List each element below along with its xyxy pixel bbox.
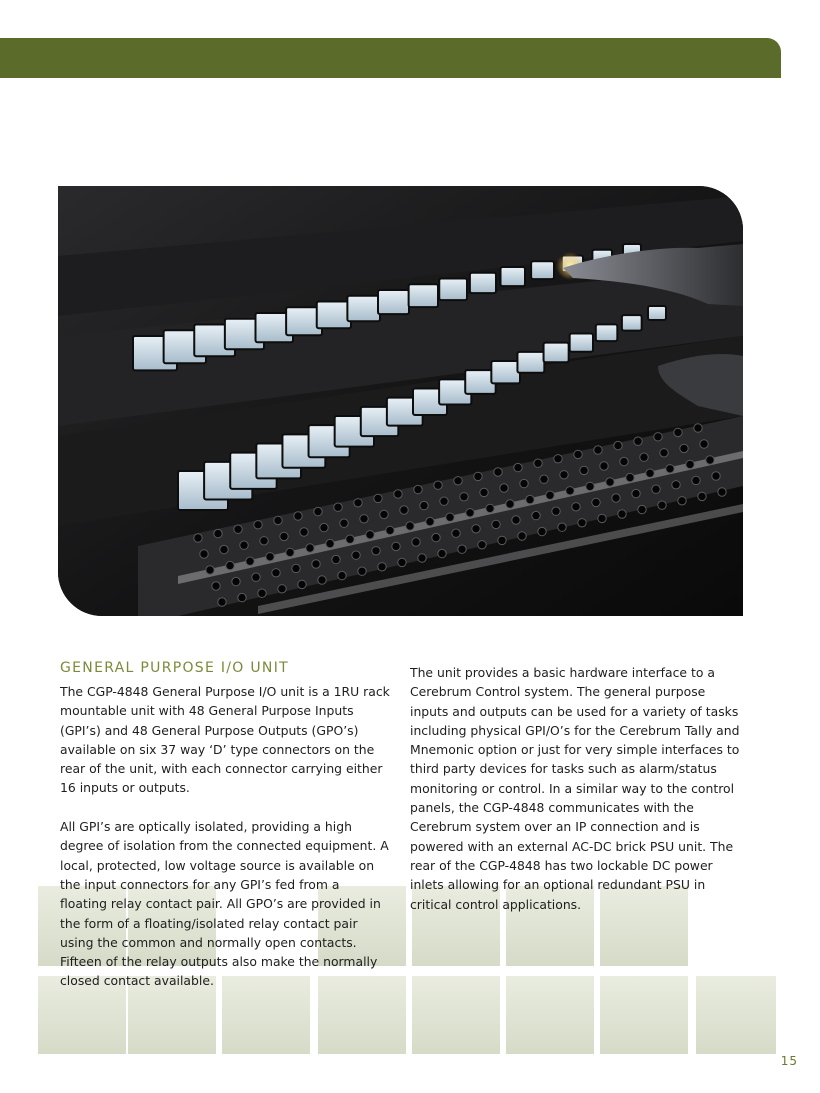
patch-hole: [260, 537, 268, 545]
panel-button: [517, 352, 544, 373]
patch-hole: [320, 523, 328, 531]
patch-hole: [646, 469, 654, 477]
patch-hole: [286, 548, 294, 556]
patch-hole: [606, 478, 614, 486]
patch-hole: [498, 536, 506, 544]
patch-hole: [438, 549, 446, 557]
patch-hole: [234, 525, 242, 533]
patch-hole: [358, 567, 366, 575]
patch-hole: [638, 505, 646, 513]
patch-hole: [214, 529, 222, 537]
patch-hole: [518, 532, 526, 540]
patch-hole: [458, 545, 466, 553]
patch-hole: [614, 441, 622, 449]
panel-button: [317, 302, 351, 329]
patch-hole: [694, 424, 702, 432]
patch-hole: [406, 522, 414, 530]
patch-hole: [598, 514, 606, 522]
panel-button: [439, 279, 467, 301]
page-number: 15: [780, 1054, 798, 1068]
patch-hole: [306, 544, 314, 552]
patch-hole: [666, 465, 674, 473]
panel-button: [347, 296, 380, 321]
patch-hole: [494, 468, 502, 476]
patch-hole: [246, 557, 254, 565]
patch-hole: [440, 497, 448, 505]
patch-hole: [692, 476, 700, 484]
patch-hole: [572, 503, 580, 511]
patch-hole: [500, 484, 508, 492]
patch-hole: [618, 510, 626, 518]
patch-hole: [678, 497, 686, 505]
patch-hole: [560, 471, 568, 479]
patch-hole: [538, 527, 546, 535]
patch-hole: [394, 490, 402, 498]
hero-photo: [58, 186, 743, 616]
patch-hole: [400, 506, 408, 514]
patch-hole: [594, 446, 602, 454]
patch-hole: [378, 563, 386, 571]
patch-hole: [698, 492, 706, 500]
patch-hole: [512, 516, 520, 524]
patch-hole: [474, 472, 482, 480]
patch-hole: [478, 541, 486, 549]
patch-hole: [314, 507, 322, 515]
patch-hole: [280, 532, 288, 540]
background-tile: [506, 976, 594, 1054]
patch-hole: [566, 487, 574, 495]
patch-hole: [706, 456, 714, 464]
patch-hole: [658, 501, 666, 509]
patch-hole: [372, 547, 380, 555]
patch-hole: [254, 521, 262, 529]
patch-hole: [352, 551, 360, 559]
patch-hole: [546, 491, 554, 499]
patch-hole: [298, 580, 306, 588]
patch-hole: [206, 566, 214, 574]
background-tile: [600, 976, 688, 1054]
patch-hole: [712, 472, 720, 480]
background-tile: [696, 976, 776, 1054]
patch-hole: [612, 494, 620, 502]
patch-hole: [506, 500, 514, 508]
patch-hole: [718, 488, 726, 496]
patch-hole: [434, 481, 442, 489]
patch-hole: [386, 526, 394, 534]
patch-hole: [552, 507, 560, 515]
patch-hole: [466, 509, 474, 517]
patch-hole: [252, 573, 260, 581]
patch-hole: [318, 576, 326, 584]
left-column: [60, 682, 390, 1010]
patch-hole: [334, 503, 342, 511]
section-title: GENERAL PURPOSE I/O UNIT: [60, 660, 289, 676]
patch-hole: [326, 539, 334, 547]
patch-hole: [600, 462, 608, 470]
patch-hole: [700, 440, 708, 448]
patch-hole: [218, 598, 226, 606]
panel-button: [622, 315, 642, 330]
patch-hole: [592, 498, 600, 506]
patch-hole: [426, 517, 434, 525]
patch-hole: [526, 495, 534, 503]
patch-hole: [660, 449, 668, 457]
panel-button: [501, 267, 526, 286]
patch-hole: [194, 534, 202, 542]
patch-hole: [620, 457, 628, 465]
patch-hole: [374, 494, 382, 502]
panel-button: [648, 306, 666, 320]
patch-hole: [300, 528, 308, 536]
patch-hole: [514, 463, 522, 471]
patch-hole: [226, 561, 234, 569]
patch-hole: [574, 450, 582, 458]
patch-hole: [272, 569, 280, 577]
patch-hole: [492, 520, 500, 528]
patch-hole: [294, 512, 302, 520]
patch-hole: [266, 553, 274, 561]
panel-button: [491, 361, 520, 383]
patch-hole: [418, 554, 426, 562]
patch-hole: [220, 545, 228, 553]
right-paragraph-1: The unit provides a basic hardware interface to a Cerebrum Control system. The general purpose inputs and outputs can be used for a variety of tasks including physical GPI/O’s for the Cerebrum Tally and Mnemonic option or just for very simple interfaces to third party devices for tasks such as alarm/status monitoring or control. In a similar way to the control panels, the CGP-4848 communicates with the Cerebrum system over an IP connection and is powered with an external AC-DC brick PSU unit. The rear of the CGP-4848 has two lockable DC power inlets allowing for an optional redundant PSU in critical control applications.: [410, 665, 740, 912]
patch-hole: [278, 585, 286, 593]
patch-hole: [460, 493, 468, 501]
patch-hole: [338, 571, 346, 579]
patch-hole: [654, 433, 662, 441]
patch-hole: [520, 479, 528, 487]
patch-hole: [680, 444, 688, 452]
header-bar: [0, 38, 781, 78]
patch-hole: [652, 485, 660, 493]
panel-button: [570, 334, 593, 352]
patch-hole: [554, 455, 562, 463]
patch-hole: [212, 582, 220, 590]
patch-hole: [432, 533, 440, 541]
patch-hole: [674, 428, 682, 436]
panel-button: [378, 290, 409, 314]
patch-hole: [414, 485, 422, 493]
patch-hole: [412, 538, 420, 546]
patch-hole: [452, 529, 460, 537]
patch-hole: [398, 558, 406, 566]
patch-hole: [532, 511, 540, 519]
patch-hole: [360, 515, 368, 523]
patch-hole: [332, 555, 340, 563]
patch-hole: [392, 542, 400, 550]
patch-hole: [366, 531, 374, 539]
panel-button: [409, 284, 438, 307]
patch-hole: [292, 564, 300, 572]
patch-hole: [472, 525, 480, 533]
patch-hole: [346, 535, 354, 543]
patch-hole: [312, 560, 320, 568]
patch-hole: [480, 488, 488, 496]
patch-hole: [274, 516, 282, 524]
panel-button: [531, 261, 554, 279]
patch-hole: [558, 523, 566, 531]
patch-hole: [420, 501, 428, 509]
patch-hole: [686, 460, 694, 468]
panel-button: [470, 273, 496, 293]
patch-hole: [238, 593, 246, 601]
patch-hole: [580, 466, 588, 474]
patch-hole: [586, 482, 594, 490]
patch-hole: [200, 550, 208, 558]
patch-hole: [578, 519, 586, 527]
patch-hole: [634, 437, 642, 445]
patch-hole: [258, 589, 266, 597]
patch-hole: [446, 513, 454, 521]
left-paragraph-1: The CGP-4848 General Purpose I/O unit is a 1RU rack mountable unit with 48 General Purpose Inputs (GPI’s) and 48 General Purpose Outputs (GPO’s) available on six 37 way ‘D’ type connectors on the rear of the unit, with each connector carrying either 16 inputs or outputs.: [60, 684, 390, 796]
patch-hole: [232, 577, 240, 585]
rack-panel-illustration: [58, 186, 743, 616]
patch-hole: [626, 473, 634, 481]
patch-hole: [632, 489, 640, 497]
background-tile: [412, 976, 500, 1054]
patch-hole: [672, 481, 680, 489]
right-column: [410, 663, 746, 933]
patch-hole: [380, 510, 388, 518]
patch-hole: [640, 453, 648, 461]
patch-hole: [454, 477, 462, 485]
patch-hole: [354, 499, 362, 507]
panel-button: [544, 343, 569, 363]
patch-hole: [240, 541, 248, 549]
panel-button: [596, 324, 618, 341]
patch-hole: [540, 475, 548, 483]
left-paragraph-2: All GPI’s are optically isolated, providing a high degree of isolation from the connected equipment. A local, protected, low voltage source is available on the input connectors for any GPI’s fed from a floating relay contact pair. All GPO’s are provided in the form of a floating/isolated relay contact pair using the common and normally open contacts. Fifteen of the relay outputs also make the normally closed contact available.: [60, 819, 389, 989]
patch-hole: [486, 504, 494, 512]
patch-hole: [534, 459, 542, 467]
patch-hole: [340, 519, 348, 527]
